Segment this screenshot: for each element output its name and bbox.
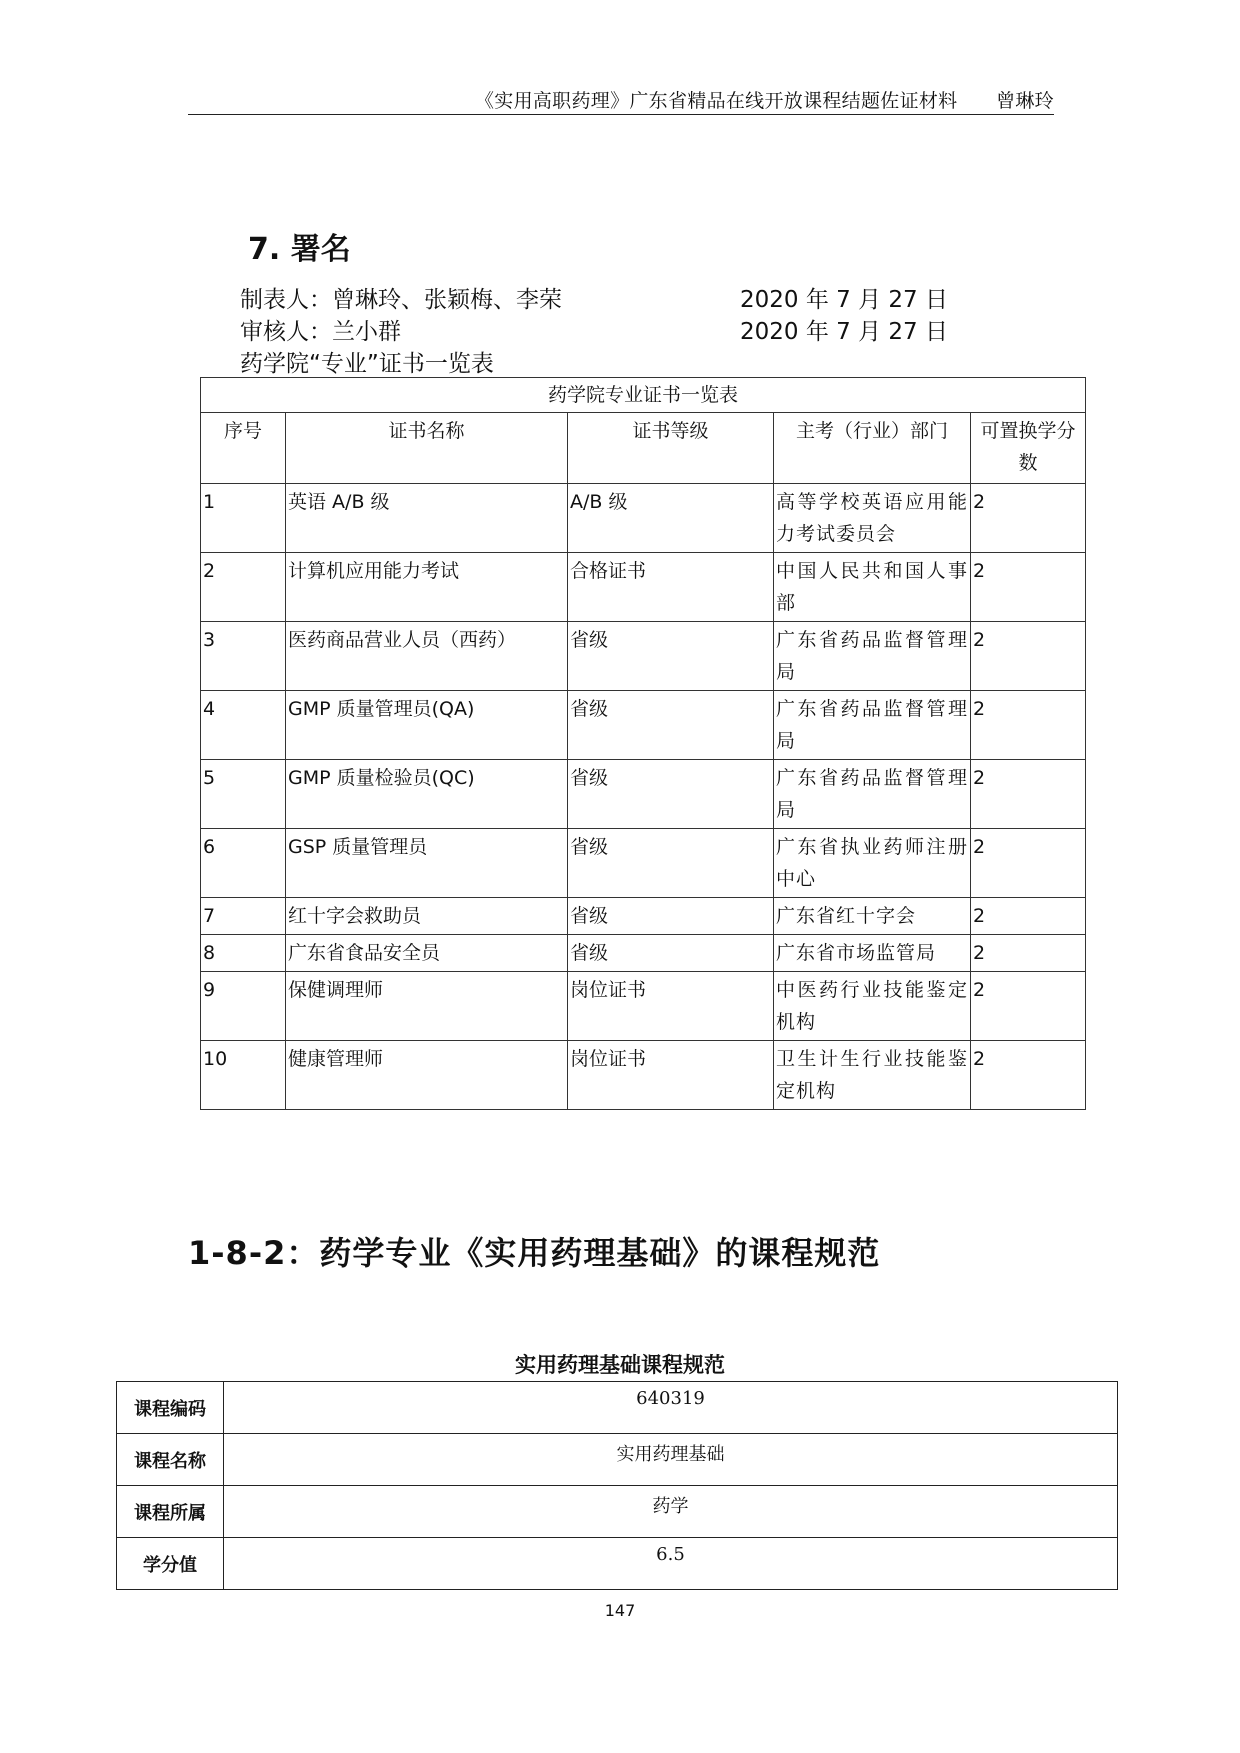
cell-credits: 2 [971, 972, 1086, 1041]
cell-dept: 广东省红十字会 [774, 898, 971, 935]
column-header: 证书等级 [568, 413, 774, 484]
cell-credits: 2 [971, 553, 1086, 622]
certificate-table [200, 377, 1086, 1110]
spec-table-title: 实用药理基础课程规范 [515, 1353, 725, 1377]
cell-no: 7 [201, 898, 286, 935]
table-row [201, 691, 1086, 760]
cell-no: 6 [201, 829, 286, 898]
spec-row [117, 1434, 1118, 1486]
cell-dept: 广东省药品监督管理局 [774, 622, 971, 691]
cell-no: 4 [201, 691, 286, 760]
cell-credits: 2 [971, 484, 1086, 553]
table-header-row [201, 413, 1086, 484]
cell-name: 英语 A/B 级 [286, 484, 568, 553]
cell-name: 医药商品营业人员（西药） [286, 622, 568, 691]
spec-label: 课程编码 [117, 1382, 224, 1434]
page-number: 147 [604, 1601, 636, 1620]
reviewer-date: 2020 年 7 月 27 日 [740, 319, 948, 345]
signature-line-preparer [240, 281, 948, 314]
course-heading: 1-8-2：药学专业《实用药理基础》的课程规范 [188, 1234, 881, 1272]
cell-credits: 2 [971, 898, 1086, 935]
spec-label: 学分值 [117, 1538, 224, 1590]
preparer-label: 制表人：曾琳玲、张颖梅、李荣 [240, 287, 562, 313]
cell-name: 计算机应用能力考试 [286, 553, 568, 622]
preparer-date: 2020 年 7 月 27 日 [740, 287, 948, 313]
table-row [201, 760, 1086, 829]
cell-name: GMP 质量检验员(QC) [286, 760, 568, 829]
column-header: 主考（行业）部门 [774, 413, 971, 484]
cell-dept: 高等学校英语应用能力考试委员会 [774, 484, 971, 553]
cell-credits: 2 [971, 760, 1086, 829]
cell-level: 省级 [568, 691, 774, 760]
spec-row [117, 1486, 1118, 1538]
cell-level: 岗位证书 [568, 972, 774, 1041]
course-spec-table [116, 1381, 1118, 1590]
running-header: 《实用高职药理》广东省精品在线开放课程结题佐证材料 曾琳玲 [474, 90, 1054, 112]
cell-name: GMP 质量管理员(QA) [286, 691, 568, 760]
cell-name: 红十字会救助员 [286, 898, 568, 935]
column-header: 序号 [201, 413, 286, 484]
spec-value: 实用药理基础 [224, 1434, 1118, 1486]
cell-dept: 广东省药品监督管理局 [774, 760, 971, 829]
spec-value: 药学 [224, 1486, 1118, 1538]
table-intro: 药学院“专业”证书一览表 [240, 351, 494, 377]
cell-level: 合格证书 [568, 553, 774, 622]
spec-value: 6.5 [224, 1538, 1118, 1590]
cell-name: GSP 质量管理员 [286, 829, 568, 898]
cell-dept: 广东省执业药师注册中心 [774, 829, 971, 898]
cell-level: 省级 [568, 935, 774, 972]
table-row [201, 1041, 1086, 1110]
cell-credits: 2 [971, 935, 1086, 972]
cell-level: 省级 [568, 898, 774, 935]
cell-credits: 2 [971, 829, 1086, 898]
spec-row [117, 1382, 1118, 1434]
cell-dept: 广东省市场监管局 [774, 935, 971, 972]
cell-name: 保健调理师 [286, 972, 568, 1041]
table-row [201, 829, 1086, 898]
cell-no: 8 [201, 935, 286, 972]
cell-credits: 2 [971, 622, 1086, 691]
cell-no: 2 [201, 553, 286, 622]
cell-level: 省级 [568, 760, 774, 829]
reviewer-label: 审核人：兰小群 [240, 319, 401, 345]
table-caption: 药学院专业证书一览表 [201, 378, 1086, 413]
table-row [201, 484, 1086, 553]
cell-name: 健康管理师 [286, 1041, 568, 1110]
signature-line-reviewer [240, 313, 948, 346]
cell-level: 岗位证书 [568, 1041, 774, 1110]
column-header: 证书名称 [286, 413, 568, 484]
table-row [201, 622, 1086, 691]
cell-level: 省级 [568, 622, 774, 691]
table-row [201, 553, 1086, 622]
cell-level: A/B 级 [568, 484, 774, 553]
cell-dept: 中国人民共和国人事部 [774, 553, 971, 622]
cell-no: 9 [201, 972, 286, 1041]
spec-value: 640319 [224, 1382, 1118, 1434]
cell-name: 广东省食品安全员 [286, 935, 568, 972]
spec-row [117, 1538, 1118, 1590]
spec-label: 课程名称 [117, 1434, 224, 1486]
table-row [201, 972, 1086, 1041]
column-header: 可置换学分数 [971, 413, 1086, 484]
cell-no: 10 [201, 1041, 286, 1110]
cell-no: 3 [201, 622, 286, 691]
cell-dept: 中医药行业技能鉴定机构 [774, 972, 971, 1041]
cell-credits: 2 [971, 1041, 1086, 1110]
cell-dept: 卫生计生行业技能鉴定机构 [774, 1041, 971, 1110]
table-row [201, 898, 1086, 935]
spec-label: 课程所属 [117, 1486, 224, 1538]
header-rule [188, 114, 1054, 115]
cell-dept: 广东省药品监督管理局 [774, 691, 971, 760]
table-row [201, 935, 1086, 972]
cell-credits: 2 [971, 691, 1086, 760]
cell-no: 1 [201, 484, 286, 553]
cell-level: 省级 [568, 829, 774, 898]
section-heading: 7. 署名 [248, 232, 351, 267]
cell-no: 5 [201, 760, 286, 829]
